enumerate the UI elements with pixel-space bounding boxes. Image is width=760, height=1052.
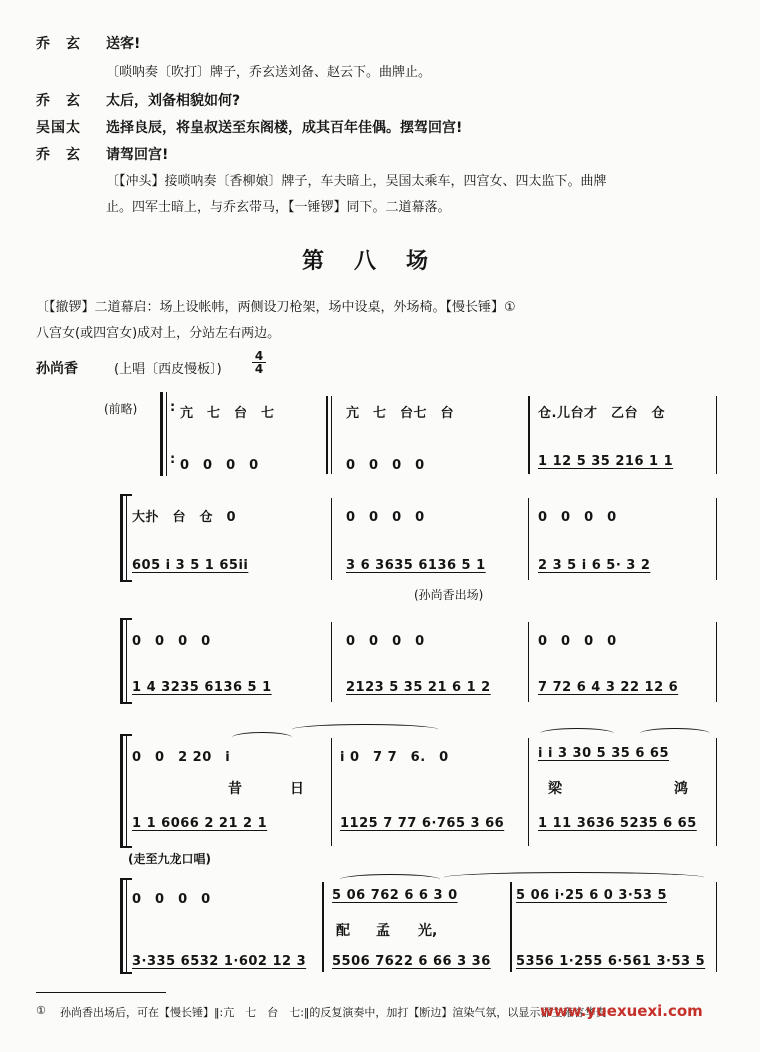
brace-cap (120, 734, 132, 736)
lyric: 梁 (548, 781, 562, 797)
slur (640, 728, 710, 739)
percussion-measure-2: 0 0 0 0 (346, 634, 425, 649)
lyric: 光, (418, 923, 438, 939)
system-brace-thin (166, 392, 167, 476)
melody-measure-2: 1125 7 77 6·765 3 66 (340, 816, 505, 831)
stage-direction-1: 〔唢呐奏〔吹打〕牌子，乔玄送刘备、赵云下。曲牌止。 (106, 65, 432, 80)
speaker-qiaoxuan-3: 乔 玄 (36, 147, 81, 163)
barline (716, 396, 717, 474)
melody-measure-1: 3·335 6532 1·602 12 3 (132, 954, 307, 969)
barline (331, 498, 332, 580)
brace-cap (120, 846, 132, 848)
lyric: 昔 (228, 781, 242, 797)
repeat-sign-start: : (170, 452, 176, 467)
system-brace (120, 618, 123, 704)
slur (444, 872, 704, 883)
stage-note: (孙尚香出场) (414, 588, 484, 602)
score-system-3 (0, 618, 760, 708)
stage-note: (走至九龙口唱) (128, 852, 211, 866)
melody-measure-3: 2 3 5 i 6 5· 3 2 (538, 558, 651, 573)
barline (716, 882, 717, 972)
system-brace-thin (126, 734, 127, 848)
barline (331, 396, 332, 474)
line-3: 选择良辰，将皇叔送至东阁楼，成其百年佳偶。摆驾回宫! (106, 120, 463, 136)
lyric: 鸿 (674, 781, 688, 797)
brace-cap (120, 618, 132, 620)
system-brace (120, 734, 123, 848)
system-brace-thin (126, 618, 127, 704)
percussion-measure-1: 亢 七 台 七 (180, 406, 275, 421)
barline (528, 396, 530, 474)
prelude-label: (前略) (104, 402, 138, 416)
vocal-measure-1: 0 0 2 20 i (132, 750, 231, 765)
scene-direction-2: 八宫女(或四宫女)成对上，分站左右两边。 (36, 326, 281, 341)
line-4: 请驾回宫! (106, 147, 169, 163)
melody-measure-2: 2123 5 35 21 6 1 2 (346, 680, 491, 695)
brace-cap (120, 580, 132, 582)
melody-measure-2: 3 6 3635 6136 5 1 (346, 558, 486, 573)
system-brace (120, 878, 123, 974)
barline (528, 738, 529, 846)
melody-measure-1: 0 0 0 0 (180, 458, 259, 473)
melody-measure-3: 7 72 6 4 3 22 12 6 (538, 680, 679, 695)
percussion-measure-2: 0 0 0 0 (346, 510, 425, 525)
scene-direction-1: 〔【撤锣】二道幕启：场上设帐帏，两侧设刀枪架，场中设桌，外场椅。【慢长锤】① (36, 300, 516, 315)
percussion-measure-1: 大扑 台 仓 0 (132, 510, 237, 525)
time-signature (252, 350, 266, 375)
lyric: 孟 (376, 923, 390, 939)
footnote-mark: ① (36, 1004, 46, 1017)
melody-measure-3: 5356 1·255 6·561 3·53 5 (516, 954, 706, 969)
melody-measure-1: 1 4 3235 6136 5 1 (132, 680, 272, 695)
aria-mode: (上唱〔西皮慢板〕) (114, 362, 222, 377)
brace-cap (120, 972, 132, 974)
brace-cap (120, 878, 132, 880)
system-brace-thin (126, 878, 127, 974)
vocal-measure-3: 5 06 i·25 6 0 3·53 5 (516, 888, 667, 903)
barline (510, 882, 512, 972)
score-system-5 (0, 872, 760, 980)
system-brace-thin (126, 494, 127, 582)
brace-cap (120, 702, 132, 704)
melody-measure-2: 5506 7622 6 66 3 36 (332, 954, 491, 969)
barline-repeat-end (326, 396, 328, 474)
repeat-sign-start: : (170, 400, 176, 415)
system-brace (160, 392, 163, 476)
lyric: 日 (290, 781, 304, 797)
barline (716, 498, 717, 580)
melody-measure-1: 605 i 3 5 1 65ii (132, 558, 249, 573)
barline (331, 622, 332, 702)
meter-numerator: 4 (254, 349, 264, 363)
brace-cap (120, 494, 132, 496)
meter-denominator: 4 (252, 362, 266, 375)
percussion-measure-3: 0 0 0 0 (538, 510, 617, 525)
barline (322, 882, 324, 972)
barline (716, 738, 717, 846)
melody-measure-2: 0 0 0 0 (346, 458, 425, 473)
vocal-measure-2: i 0 7 7 6. 0 (340, 750, 449, 765)
score-system-1 (0, 392, 760, 480)
slur (292, 724, 438, 735)
slur (232, 732, 292, 743)
scene-title: 第八场 (301, 249, 458, 274)
footnote-divider (36, 992, 166, 993)
speaker-qiaoxuan-1: 乔 玄 (36, 36, 81, 52)
percussion-measure-3: 0 0 0 0 (538, 634, 617, 649)
lyric: 配 (336, 923, 350, 939)
stage-direction-2: 〔【冲头】接唢呐奏〔香柳娘〕牌子，车夫暗上，吴国太乘车，四宫女、四太监下。曲牌 (106, 174, 607, 189)
speaker-wuguotai: 吴国太 (36, 120, 81, 136)
melody-measure-3: 1 12 5 35 216 1 1 (538, 454, 674, 469)
score-system-2 (0, 494, 760, 606)
system-brace (120, 494, 123, 582)
line-2: 太后，刘备相貌如何? (106, 93, 241, 109)
percussion-measure-2: 亢 七 台七 台 (346, 406, 455, 421)
footnote-text: 孙尚香出场后，可在【慢长锤】‖:亢 七 台 七:‖的反复演奏中，加打【断边】渲染气氛，以显示郡主雍容华贵 (60, 1006, 607, 1019)
vocal-measure-3: i i 3 30 5 35 6 65 (538, 746, 670, 761)
score-system-4 (0, 720, 760, 866)
percussion-measure-1: 0 0 0 0 (132, 634, 211, 649)
speaker-qiaoxuan-2: 乔 玄 (36, 93, 81, 109)
vocal-measure-2: 5 06 762 6 6 3 0 (332, 888, 458, 903)
barline (528, 622, 529, 702)
slur (540, 728, 614, 739)
site-watermark: www.yuexuexi.com (540, 1002, 703, 1020)
stage-direction-3: 止。四军士暗上，与乔玄带马，【一锤锣】同下。二道幕落。 (106, 200, 451, 215)
melody-measure-3: 1 11 3636 5235 6 65 (538, 816, 697, 831)
vocal-measure-1: 0 0 0 0 (132, 892, 211, 907)
slur (340, 874, 440, 885)
percussion-measure-3: 仓.儿台才 乙台 仓 (538, 406, 665, 421)
singer-name: 孙尚香 (36, 361, 78, 377)
melody-measure-1: 1 1 6066 2 21 2 1 (132, 816, 268, 831)
line-1: 送客! (106, 36, 141, 52)
barline (716, 622, 717, 702)
barline (331, 738, 332, 846)
barline (528, 498, 529, 580)
